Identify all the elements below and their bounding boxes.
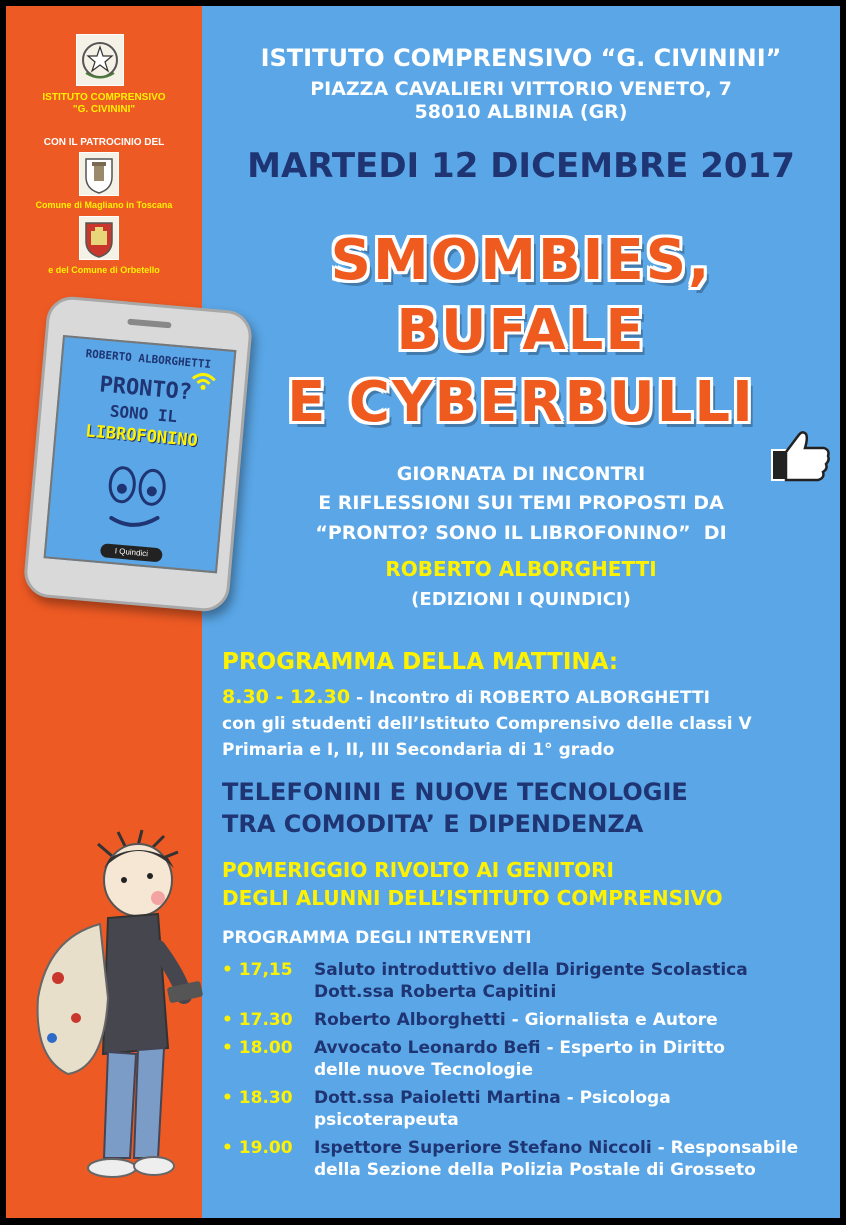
phone-title-line3: LIBROFONINO — [84, 421, 199, 452]
institute-name: ISTITUTO COMPRENSIVO “G. CIVININI” — [260, 44, 782, 72]
schedule-role: - Giornalista e Autore — [505, 1010, 718, 1030]
schedule-speaker: Dott.ssa Paioletti Martina — [314, 1088, 561, 1108]
event-date: MARTEDI 12 DICEMBRE 2017 — [247, 146, 795, 186]
schedule-text — [314, 1137, 837, 1181]
schedule-item — [222, 1009, 837, 1031]
schedule-speaker: Saluto introduttivo della Dirigente Scolastica — [314, 960, 748, 980]
schedule-role: - Responsabile — [651, 1138, 799, 1158]
comune-magliano: Comune di Magliano in Toscana — [35, 200, 173, 210]
italy-emblem-icon — [76, 34, 124, 86]
schedule-text — [314, 1037, 837, 1081]
orbetello-crest-icon — [79, 216, 119, 260]
afternoon-line2: DEGLI ALUNNI DELL’ISTITUTO COMPRENSIVO — [222, 886, 723, 910]
schedule-line2: della Sezione della Polizia Postale di Grosseto — [314, 1160, 756, 1180]
morning-details — [222, 684, 832, 763]
phone-publisher-badge: I Quindici — [100, 543, 163, 562]
schedule-list — [222, 959, 837, 1187]
schedule-item — [222, 1037, 837, 1081]
morning-text3: Primaria e I, II, III Secondaria di 1° grado — [222, 740, 615, 760]
theme-line2: TRA COMODITA’ E DIPENDENZA — [222, 810, 644, 838]
schedule-item — [222, 1087, 837, 1131]
title-line1: SMOMBIES, — [330, 228, 712, 293]
subtitle-line1: GIORNATA DI INCONTRI — [396, 463, 646, 485]
magliano-crest-icon — [79, 152, 119, 196]
schedule-text — [314, 1087, 837, 1131]
schedule-text — [314, 959, 837, 1003]
phone-title-line1: PRONTO? — [98, 372, 193, 406]
schedule-text — [314, 1009, 837, 1031]
subtitle-publisher: (EDIZIONI I QUINDICI) — [411, 589, 631, 610]
schedule-role: - Psicologa — [560, 1088, 671, 1108]
schedule-speaker: Avvocato Leonardo Befi — [314, 1038, 541, 1058]
title-line3: E CYBERBULLI — [287, 370, 755, 435]
afternoon-line1: POMERIGGIO RIVOLTO AI GENITORI — [222, 858, 614, 882]
schedule-item — [222, 1137, 837, 1181]
morning-heading: PROGRAMMA DELLA MATTINA: — [222, 649, 619, 675]
program-heading: PROGRAMMA DEGLI INTERVENTI — [222, 928, 532, 948]
kid-with-phone-illustration — [8, 828, 228, 1212]
address-line1: PIAZZA CAVALIERI VITTORIO VENETO, 7 — [310, 78, 732, 100]
subtitle-author: ROBERTO ALBORGHETTI — [385, 557, 657, 581]
schedule-speaker: Roberto Alborghetti — [314, 1010, 506, 1030]
morning-time: 8.30 - 12.30 — [222, 686, 351, 708]
subtitle-line3: “PRONTO? SONO IL LIBROFONINO” DI — [315, 522, 727, 544]
subtitle-line2: E RIFLESSIONI SUI TEMI PROPOSTI DA — [318, 492, 724, 514]
phone-speaker — [127, 319, 171, 329]
smiley-face-icon — [87, 460, 184, 552]
address-line2: 58010 ALBINIA (GR) — [414, 101, 628, 123]
phone-author: ROBERTO ALBORGHETTI — [85, 347, 212, 371]
schedule-time: • 18.30 — [222, 1088, 293, 1108]
schedule-role: - Esperto in Diritto — [540, 1038, 725, 1058]
title-line2: BUFALE — [396, 298, 646, 363]
schedule-line2: Dott.ssa Roberta Capitini — [314, 982, 557, 1002]
sidebar-school-line1: ISTITUTO COMPRENSIVO — [42, 92, 166, 103]
morning-text2: con gli studenti dell’Istituto Comprensivo delle classi V — [222, 714, 752, 734]
schedule-time: • 19.00 — [222, 1138, 293, 1158]
schedule-speaker: Ispettore Superiore Stefano Niccoli — [314, 1138, 652, 1158]
patronage-label: CON IL PATROCINIO DEL — [43, 137, 165, 148]
schedule-time: • 17,15 — [222, 960, 293, 980]
comune-orbetello: e del Comune di Orbetello — [48, 265, 160, 275]
theme-line1: TELEFONINI E NUOVE TECNOLOGIE — [222, 778, 688, 806]
schedule-time: • 18.00 — [222, 1038, 293, 1058]
schedule-item — [222, 959, 837, 1003]
phone-title-line2: SONO IL — [109, 401, 178, 427]
schedule-line2: delle nuove Tecnologie — [314, 1060, 533, 1080]
morning-text1: - Incontro di ROBERTO ALBORGHETTI — [350, 688, 710, 708]
sidebar-school-line2: "G. CIVININI" — [72, 104, 136, 115]
schedule-line2: psicoterapeuta — [314, 1110, 459, 1130]
school-name-sidebar — [6, 92, 202, 116]
schedule-time: • 17.30 — [222, 1010, 293, 1030]
